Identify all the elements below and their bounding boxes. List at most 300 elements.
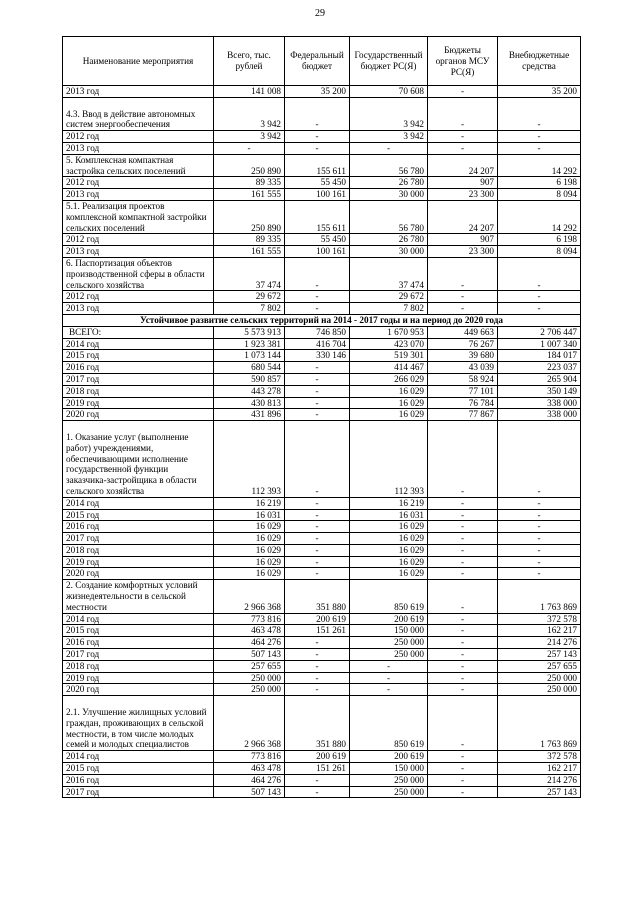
total-cell: 250 000 — [214, 672, 285, 684]
municipal-cell: - — [428, 684, 498, 696]
municipal-cell: - — [428, 660, 498, 672]
total-cell: 430 813 — [214, 397, 285, 409]
federal-cell: - — [285, 362, 350, 374]
budget-table — [62, 36, 581, 798]
total-cell: 3 942 — [214, 97, 285, 130]
federal-cell: - — [285, 672, 350, 684]
table-row — [63, 177, 581, 189]
total-cell: 250 890 — [214, 200, 285, 233]
total-cell: 5 573 913 — [214, 326, 285, 338]
federal-cell: 200 619 — [285, 613, 350, 625]
extrabudget-cell: 6 198 — [498, 177, 581, 189]
extrabudget-cell: - — [498, 556, 581, 568]
municipal-cell: 43 039 — [428, 362, 498, 374]
federal-cell: - — [285, 421, 350, 498]
table-row — [63, 580, 581, 613]
federal-cell: 100 161 — [285, 189, 350, 201]
federal-cell: - — [285, 786, 350, 798]
extrabudget-cell: 257 143 — [498, 649, 581, 661]
municipal-cell: - — [428, 257, 498, 290]
total-cell: 7 802 — [214, 303, 285, 315]
state-cell: 56 780 — [350, 154, 428, 177]
row-label: 2013 год — [63, 86, 214, 98]
state-cell: - — [350, 142, 428, 154]
state-cell: 112 393 — [350, 421, 428, 498]
table-row — [63, 303, 581, 315]
table-row — [63, 625, 581, 637]
row-label: 2. Создание комфортных условий жизнедеятельности в сельской местности — [63, 580, 214, 613]
extrabudget-cell: 8 094 — [498, 189, 581, 201]
extrabudget-cell: - — [498, 544, 581, 556]
state-cell: 16 029 — [350, 409, 428, 421]
municipal-cell: - — [428, 613, 498, 625]
table-row — [63, 613, 581, 625]
municipal-cell: - — [428, 521, 498, 533]
table-row — [63, 637, 581, 649]
state-cell: 16 029 — [350, 544, 428, 556]
table-row — [63, 696, 581, 751]
extrabudget-cell: 265 904 — [498, 373, 581, 385]
row-label: 2016 год — [63, 774, 214, 786]
total-cell: 161 555 — [214, 189, 285, 201]
state-cell: - — [350, 660, 428, 672]
table-row — [63, 763, 581, 775]
federal-cell: 155 611 — [285, 154, 350, 177]
federal-cell: 416 704 — [285, 338, 350, 350]
row-label: 2014 год — [63, 338, 214, 350]
federal-cell: - — [285, 533, 350, 545]
total-cell: 16 029 — [214, 568, 285, 580]
federal-cell: - — [285, 142, 350, 154]
state-cell: - — [350, 684, 428, 696]
extrabudget-cell: - — [498, 533, 581, 545]
federal-cell: 351 880 — [285, 696, 350, 751]
municipal-cell: - — [428, 421, 498, 498]
municipal-cell: 39 680 — [428, 350, 498, 362]
federal-cell: 746 850 — [285, 326, 350, 338]
row-label: 2014 год — [63, 751, 214, 763]
federal-cell: 351 880 — [285, 580, 350, 613]
row-label: 2017 год — [63, 649, 214, 661]
extrabudget-cell: - — [498, 421, 581, 498]
table-row — [63, 660, 581, 672]
table-row — [63, 556, 581, 568]
state-cell: 16 029 — [350, 556, 428, 568]
federal-cell: - — [285, 521, 350, 533]
extrabudget-cell: 162 217 — [498, 625, 581, 637]
state-cell: 16 029 — [350, 521, 428, 533]
row-label: 2020 год — [63, 409, 214, 421]
municipal-cell: - — [428, 131, 498, 143]
row-label: 2018 год — [63, 385, 214, 397]
state-cell: 37 474 — [350, 257, 428, 290]
total-cell: 16 029 — [214, 533, 285, 545]
municipal-cell: 76 267 — [428, 338, 498, 350]
state-cell: 30 000 — [350, 246, 428, 258]
table-row — [63, 568, 581, 580]
total-cell: 89 335 — [214, 177, 285, 189]
municipal-cell: - — [428, 303, 498, 315]
extrabudget-cell: - — [498, 257, 581, 290]
total-cell: 773 816 — [214, 751, 285, 763]
table-row — [63, 97, 581, 130]
row-label: 2017 год — [63, 533, 214, 545]
table-row — [63, 544, 581, 556]
extrabudget-cell: 257 143 — [498, 786, 581, 798]
table-row — [63, 291, 581, 303]
federal-cell: - — [285, 556, 350, 568]
state-cell: 423 070 — [350, 338, 428, 350]
extrabudget-cell: 6 198 — [498, 234, 581, 246]
row-label: 2018 год — [63, 660, 214, 672]
section-title: Устойчивое развитие сельских территорий на 2014 - 2017 годы и на период до 2020 года — [63, 314, 581, 326]
state-cell: 7 802 — [350, 303, 428, 315]
page-number: 29 — [315, 8, 325, 19]
municipal-cell: - — [428, 625, 498, 637]
extrabudget-cell: - — [498, 521, 581, 533]
extrabudget-cell: 250 000 — [498, 684, 581, 696]
federal-cell: - — [285, 509, 350, 521]
total-cell: 16 029 — [214, 544, 285, 556]
federal-cell: 151 261 — [285, 763, 350, 775]
total-cell: 1 923 381 — [214, 338, 285, 350]
state-cell: 70 608 — [350, 86, 428, 98]
total-cell: 89 335 — [214, 234, 285, 246]
row-label: 2016 год — [63, 362, 214, 374]
state-cell: 519 301 — [350, 350, 428, 362]
total-cell: 507 143 — [214, 786, 285, 798]
row-label: ВСЕГО: — [63, 326, 214, 338]
federal-cell: - — [285, 637, 350, 649]
municipal-cell: - — [428, 509, 498, 521]
municipal-cell: - — [428, 568, 498, 580]
federal-cell: - — [285, 397, 350, 409]
total-cell: 443 278 — [214, 385, 285, 397]
row-label: 2017 год — [63, 786, 214, 798]
total-cell: 680 544 — [214, 362, 285, 374]
municipal-cell: 23 300 — [428, 189, 498, 201]
municipal-cell: 907 — [428, 234, 498, 246]
federal-cell: 55 450 — [285, 177, 350, 189]
row-label: 2020 год — [63, 568, 214, 580]
federal-cell: - — [285, 131, 350, 143]
state-cell: 850 619 — [350, 696, 428, 751]
municipal-cell: 77 867 — [428, 409, 498, 421]
federal-cell: - — [285, 497, 350, 509]
municipal-cell: - — [428, 97, 498, 130]
row-label: 2017 год — [63, 373, 214, 385]
total-cell: 464 276 — [214, 637, 285, 649]
municipal-cell: - — [428, 672, 498, 684]
row-label: 5.1. Реализация проектов комплексной компактной застройки сельских поселений — [63, 200, 214, 233]
extrabudget-cell: 338 000 — [498, 409, 581, 421]
federal-cell: 155 611 — [285, 200, 350, 233]
extrabudget-cell: 14 292 — [498, 154, 581, 177]
total-cell: 1 073 144 — [214, 350, 285, 362]
federal-cell: 35 200 — [285, 86, 350, 98]
table-row — [63, 385, 581, 397]
municipal-cell: - — [428, 763, 498, 775]
state-cell: 26 780 — [350, 234, 428, 246]
extrabudget-cell: 257 655 — [498, 660, 581, 672]
total-cell: 3 942 — [214, 131, 285, 143]
state-cell: 414 467 — [350, 362, 428, 374]
total-row — [63, 326, 581, 338]
state-cell: 266 029 — [350, 373, 428, 385]
table-row — [63, 200, 581, 233]
federal-cell: - — [285, 373, 350, 385]
state-cell: - — [350, 672, 428, 684]
municipal-cell: 24 207 — [428, 154, 498, 177]
table-row — [63, 362, 581, 374]
municipal-cell: - — [428, 291, 498, 303]
table-row — [63, 257, 581, 290]
total-cell: 250 890 — [214, 154, 285, 177]
total-cell: 2 966 368 — [214, 696, 285, 751]
extrabudget-cell: 162 217 — [498, 763, 581, 775]
total-cell: 161 555 — [214, 246, 285, 258]
extrabudget-cell: 372 578 — [498, 613, 581, 625]
row-label: 4.3. Ввод в действие автономных систем энергообеспечения — [63, 97, 214, 130]
table-row — [63, 234, 581, 246]
table-row — [63, 509, 581, 521]
state-cell: 250 000 — [350, 637, 428, 649]
state-cell: 200 619 — [350, 613, 428, 625]
state-cell: 26 780 — [350, 177, 428, 189]
table-row — [63, 774, 581, 786]
state-cell: 30 000 — [350, 189, 428, 201]
total-cell: 464 276 — [214, 774, 285, 786]
extrabudget-cell: 338 000 — [498, 397, 581, 409]
total-cell: 507 143 — [214, 649, 285, 661]
table-row — [63, 373, 581, 385]
row-label: 2015 год — [63, 763, 214, 775]
row-label: 2015 год — [63, 625, 214, 637]
table-body — [63, 86, 581, 798]
row-label: 2019 год — [63, 397, 214, 409]
federal-cell: - — [285, 774, 350, 786]
table-row — [63, 672, 581, 684]
federal-cell: - — [285, 97, 350, 130]
municipal-cell: - — [428, 649, 498, 661]
table-row — [63, 409, 581, 421]
extrabudget-cell: 223 037 — [498, 362, 581, 374]
row-label: 2019 год — [63, 672, 214, 684]
municipal-cell: - — [428, 556, 498, 568]
row-label: 2013 год — [63, 142, 214, 154]
table-row — [63, 397, 581, 409]
header-total: Всего, тыс. рублей — [214, 37, 285, 86]
header-municipal: Бюджеты органов МСУ РС(Я) — [428, 37, 498, 86]
table-row — [63, 154, 581, 177]
extrabudget-cell: 250 000 — [498, 672, 581, 684]
state-cell: 250 000 — [350, 649, 428, 661]
row-label: 2013 год — [63, 189, 214, 201]
row-label: 2014 год — [63, 613, 214, 625]
state-cell: 16 029 — [350, 533, 428, 545]
state-cell: 16 219 — [350, 497, 428, 509]
table-header — [63, 37, 581, 86]
row-label: 2.1. Улучшение жилищных условий граждан, проживающих в сельской местности, в том числе молодых семей и молодых специалистов — [63, 696, 214, 751]
federal-cell: 151 261 — [285, 625, 350, 637]
municipal-cell: - — [428, 533, 498, 545]
row-label: 2016 год — [63, 637, 214, 649]
total-cell: 29 672 — [214, 291, 285, 303]
table-row — [63, 246, 581, 258]
extrabudget-cell: - — [498, 142, 581, 154]
table-row — [63, 684, 581, 696]
federal-cell: - — [285, 684, 350, 696]
extrabudget-cell: - — [498, 291, 581, 303]
state-cell: 3 942 — [350, 97, 428, 130]
table-row — [63, 751, 581, 763]
row-label: 2012 год — [63, 131, 214, 143]
header-state: Государственный бюджет РС(Я) — [350, 37, 428, 86]
federal-cell: - — [285, 303, 350, 315]
total-cell: 16 029 — [214, 556, 285, 568]
row-label: 2013 год — [63, 246, 214, 258]
table-row — [63, 338, 581, 350]
federal-cell: - — [285, 291, 350, 303]
table-row — [63, 421, 581, 498]
table-row — [63, 497, 581, 509]
extrabudget-cell: 14 292 — [498, 200, 581, 233]
federal-cell: - — [285, 409, 350, 421]
federal-cell: - — [285, 257, 350, 290]
municipal-cell: - — [428, 580, 498, 613]
state-cell: 3 942 — [350, 131, 428, 143]
header-extrabudget: Внебюджетные средства — [498, 37, 581, 86]
extrabudget-cell: - — [498, 131, 581, 143]
municipal-cell: - — [428, 751, 498, 763]
municipal-cell: - — [428, 786, 498, 798]
municipal-cell: 58 924 — [428, 373, 498, 385]
federal-cell: 200 619 — [285, 751, 350, 763]
extrabudget-cell: 35 200 — [498, 86, 581, 98]
total-cell: 463 478 — [214, 763, 285, 775]
municipal-cell: - — [428, 86, 498, 98]
table-row — [63, 350, 581, 362]
total-cell: 16 219 — [214, 497, 285, 509]
table-row — [63, 533, 581, 545]
table-row — [63, 189, 581, 201]
extrabudget-cell: 350 149 — [498, 385, 581, 397]
state-cell: 1 670 953 — [350, 326, 428, 338]
extrabudget-cell: 1 007 340 — [498, 338, 581, 350]
federal-cell: 330 146 — [285, 350, 350, 362]
federal-cell: 55 450 — [285, 234, 350, 246]
row-label: 2019 год — [63, 556, 214, 568]
state-cell: 250 000 — [350, 786, 428, 798]
federal-cell: - — [285, 660, 350, 672]
state-cell: 16 029 — [350, 385, 428, 397]
state-cell: 16 029 — [350, 568, 428, 580]
row-label: 5. Комплексная компактная застройка сельских поселений — [63, 154, 214, 177]
extrabudget-cell: 214 276 — [498, 774, 581, 786]
state-cell: 150 000 — [350, 625, 428, 637]
total-cell: 250 000 — [214, 684, 285, 696]
federal-cell: - — [285, 568, 350, 580]
municipal-cell: 76 784 — [428, 397, 498, 409]
row-label: 2012 год — [63, 291, 214, 303]
federal-cell: 100 161 — [285, 246, 350, 258]
total-cell: 141 008 — [214, 86, 285, 98]
federal-cell: - — [285, 649, 350, 661]
municipal-cell: 23 300 — [428, 246, 498, 258]
extrabudget-cell: - — [498, 303, 581, 315]
total-cell: 431 896 — [214, 409, 285, 421]
state-cell: 200 619 — [350, 751, 428, 763]
row-label: 1. Оказание услуг (выполнение работ) учреждениями, обеспечивающими исполнение государственной функции заказчика-застройщика в области сельского хозяйства — [63, 421, 214, 498]
total-cell: 463 478 — [214, 625, 285, 637]
section-row — [63, 314, 581, 326]
extrabudget-cell: - — [498, 97, 581, 130]
row-label: 2014 год — [63, 497, 214, 509]
extrabudget-cell: 2 706 447 — [498, 326, 581, 338]
row-label: 2020 год — [63, 684, 214, 696]
extrabudget-cell: 214 276 — [498, 637, 581, 649]
municipal-cell: 449 663 — [428, 326, 498, 338]
table-row — [63, 521, 581, 533]
state-cell: 56 780 — [350, 200, 428, 233]
extrabudget-cell: - — [498, 497, 581, 509]
extrabudget-cell: 184 017 — [498, 350, 581, 362]
row-label: 2013 год — [63, 303, 214, 315]
extrabudget-cell: 372 578 — [498, 751, 581, 763]
row-label: 6. Паспортизация объектов производственной сферы в области сельского хозяйства — [63, 257, 214, 290]
municipal-cell: 24 207 — [428, 200, 498, 233]
row-label: 2016 год — [63, 521, 214, 533]
extrabudget-cell: - — [498, 568, 581, 580]
extrabudget-cell: 8 094 — [498, 246, 581, 258]
extrabudget-cell: 1 763 869 — [498, 696, 581, 751]
header-federal: Федеральный бюджет — [285, 37, 350, 86]
state-cell: 16 029 — [350, 397, 428, 409]
federal-cell: - — [285, 385, 350, 397]
row-label: 2018 год — [63, 544, 214, 556]
row-label: 2012 год — [63, 234, 214, 246]
municipal-cell: - — [428, 696, 498, 751]
total-cell: 773 816 — [214, 613, 285, 625]
federal-cell: - — [285, 544, 350, 556]
state-cell: 29 672 — [350, 291, 428, 303]
municipal-cell: 77 101 — [428, 385, 498, 397]
total-cell: 112 393 — [214, 421, 285, 498]
state-cell: 150 000 — [350, 763, 428, 775]
table-row — [63, 131, 581, 143]
header-name: Наименование мероприятия — [63, 37, 214, 86]
extrabudget-cell: 1 763 869 — [498, 580, 581, 613]
state-cell: 250 000 — [350, 774, 428, 786]
total-cell: 257 655 — [214, 660, 285, 672]
extrabudget-cell: - — [498, 509, 581, 521]
total-cell: 16 031 — [214, 509, 285, 521]
municipal-cell: - — [428, 497, 498, 509]
municipal-cell: - — [428, 142, 498, 154]
total-cell: 2 966 368 — [214, 580, 285, 613]
row-label: 2012 год — [63, 177, 214, 189]
municipal-cell: - — [428, 544, 498, 556]
row-label: 2015 год — [63, 350, 214, 362]
state-cell: 16 031 — [350, 509, 428, 521]
state-cell: 850 619 — [350, 580, 428, 613]
table-row — [63, 142, 581, 154]
municipal-cell: 907 — [428, 177, 498, 189]
total-cell: 590 857 — [214, 373, 285, 385]
municipal-cell: - — [428, 774, 498, 786]
municipal-cell: - — [428, 637, 498, 649]
table-row — [63, 786, 581, 798]
